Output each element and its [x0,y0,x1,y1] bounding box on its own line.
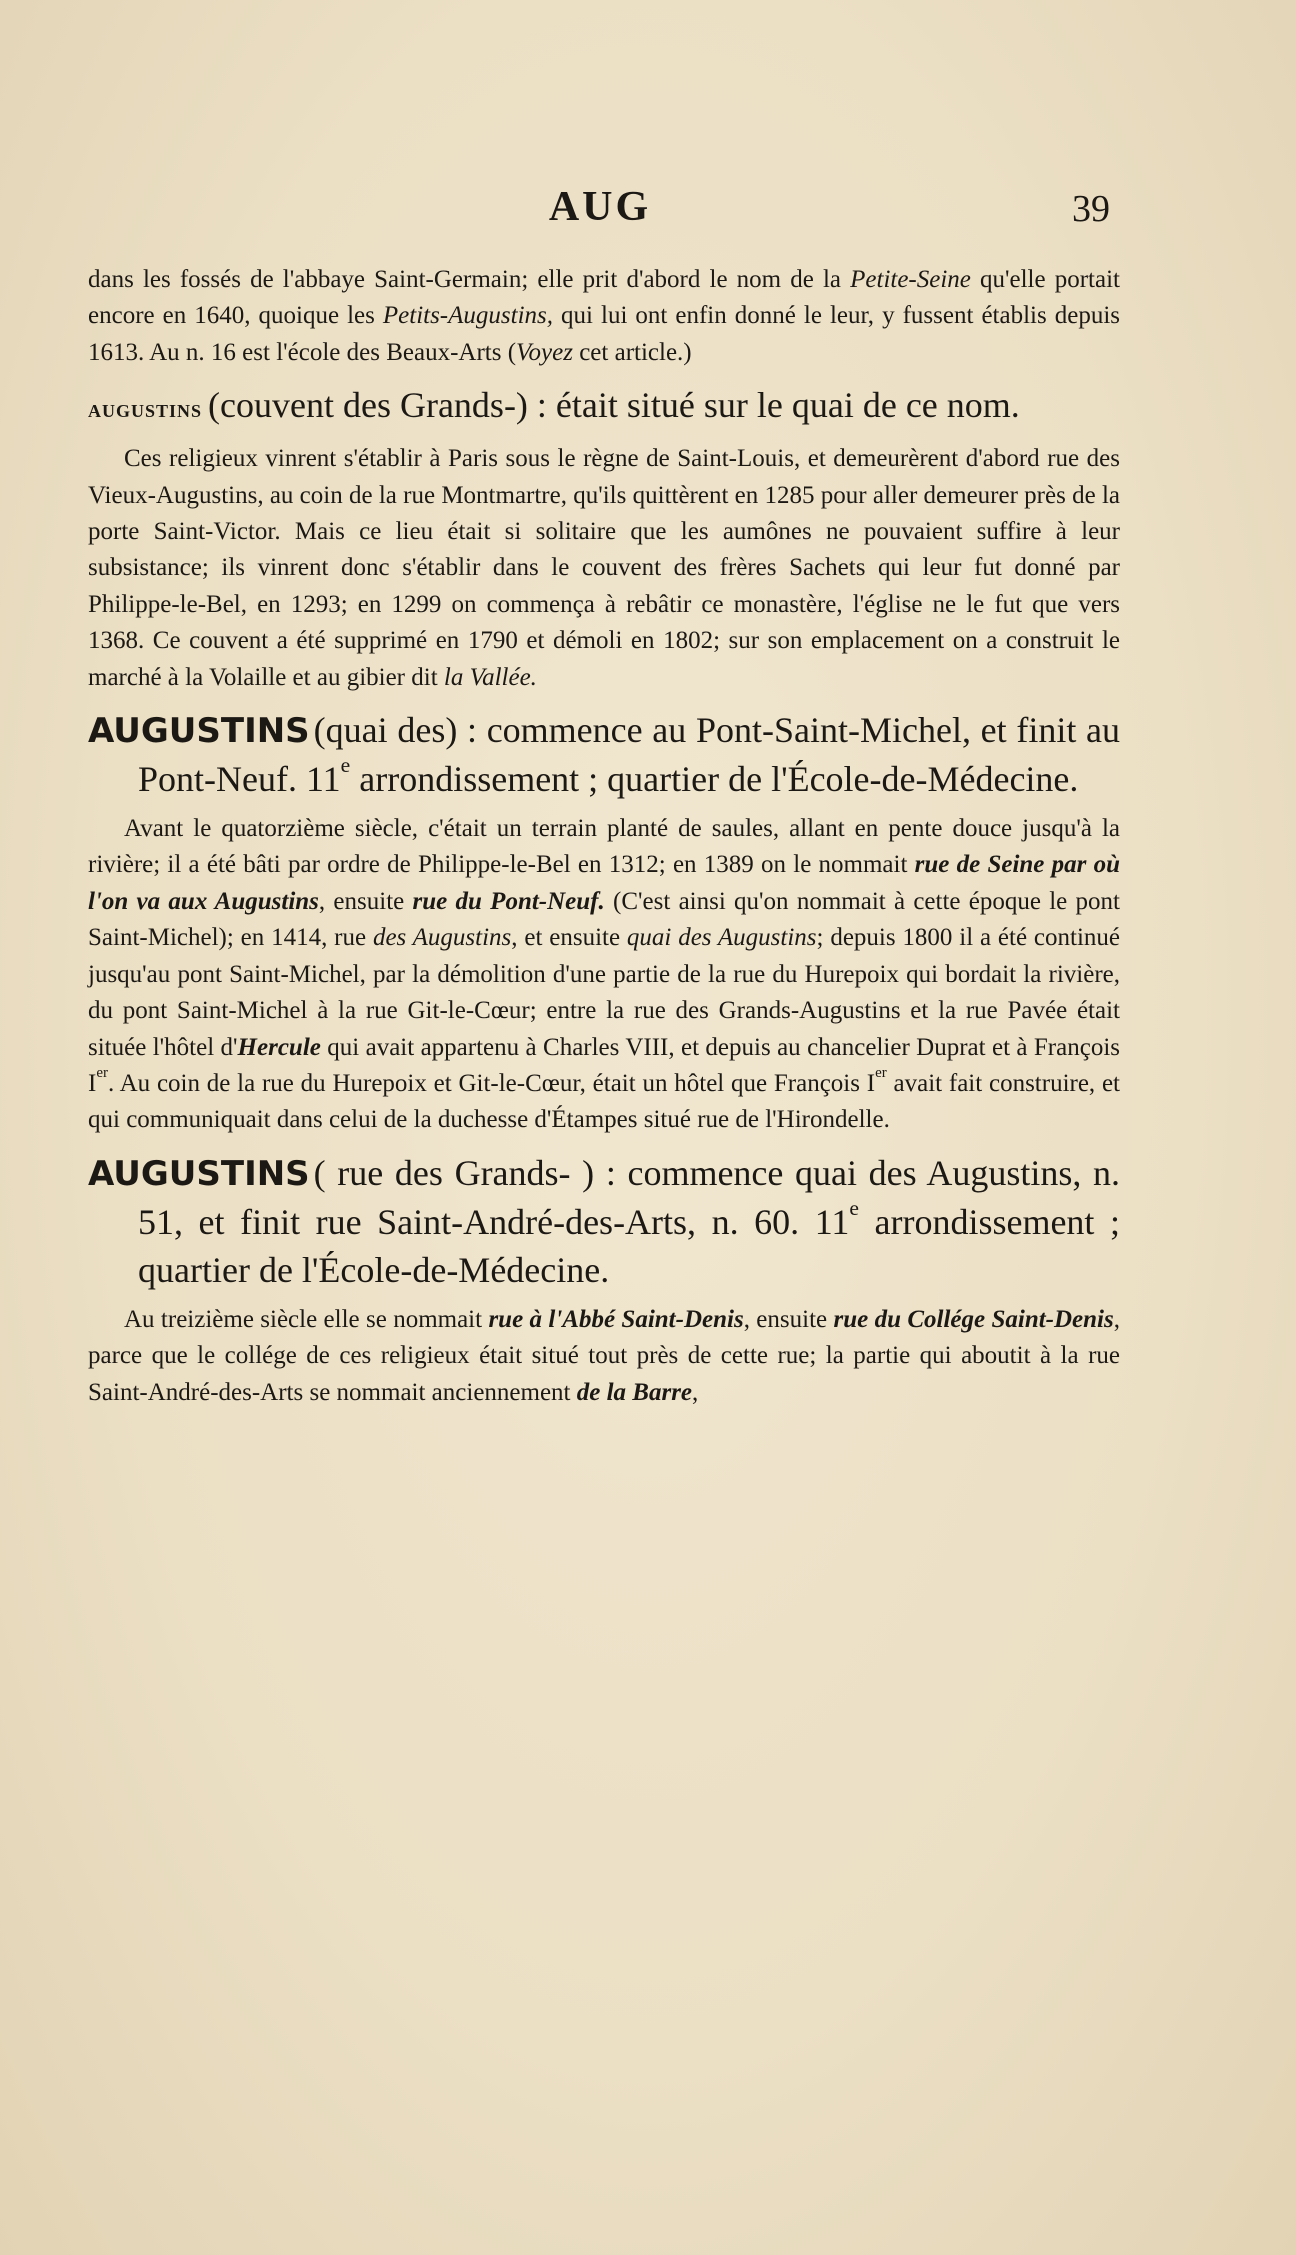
italic-run: Petits-Augustins, [382,302,554,330]
italic-run: rue du Collége Saint-Denis [833,1305,1114,1333]
text-run: qui lui ont enfin donné le leur, y fussent établis depuis 1613. Au n. 16 est l'école des Beaux-Arts ( [88,302,1120,366]
page-header [90,183,1110,239]
text-run: (C'est ainsi qu'on nommait à cette époque le pont Saint-Michel); en 1414, rue [88,887,1120,952]
italic-run: rue du Pont-Neuf. [412,887,605,915]
entry-heading-text: (quai des) : commence au Pont-Saint-Michel, et finit au Pont-Neuf. 11 [138,710,1120,800]
italic-run: Voyez [516,338,573,366]
entry-headword: AUGUSTINS [88,1153,310,1194]
text-run: Avant le quatorzième siècle, c'était un terrain planté de saules, allant en pente douce jusqu'à la rivière; il a été bâti par ordre de Philippe-le-Bel en 1312; en 1389 on le nommait [88,815,1120,879]
italic-run: Petite-Seine [850,266,971,293]
superscript: er [875,1064,887,1081]
running-head: AUG [548,184,652,230]
paragraph-couvent [88,441,1120,696]
italic-run: de la Barre [576,1378,693,1406]
text-run: qui avait appartenu à Charles VIII, et depuis au chancelier Duprat et à François I [88,1033,1120,1097]
italic-run: Hercule [237,1033,321,1061]
paragraph-continuation [88,262,1120,371]
entry-heading-text: (couvent des Grands-) : était situé sur le quai de ce nom. [208,385,1020,426]
paragraph-quai [88,811,1120,1139]
entry-heading-text: ( rue des Grands- ) : commence quai des Augustins, n. 51, et finit rue Saint-André-des-Arts, n. 60. 11 [138,1152,1120,1242]
text-run: Ces religieux vinrent s'établir à Paris sous le règne de Saint-Louis, et demeurèrent d'abord rue des Vieux-Augustins, au coin de la rue Montmartre, qu'ils quittèrent en 1285 pour aller demeurer près de la porte Saint-Victor. Mais ce lieu était si solitaire que les aumônes ne pouvaient suffire à leur subsistance; ils vinrent donc s'établir dans le couvent des frères Sachets qui leur fut donné par Philippe-le-Bel, en 1293; en 1299 on commença à rebâtir ce monastère, l'église ne le fut que vers 1368. Ce couvent a été supprimé en 1790 et démoli en 1802; sur son emplacement on a construit le marché à la Volaille et au gibier dit [88,445,1120,691]
page-body [88,262,1120,1411]
italic-run: quai des Augustins [626,924,817,952]
page-number: 39 [1072,188,1110,230]
italic-run: rue à l'Abbé Saint-Denis [488,1305,744,1333]
superscript: er [96,1064,108,1081]
text-run: . Au coin de la rue du Hurepoix et Git-le-Cœur, était un hôtel que François I [107,1069,876,1097]
italic-run: la Vallée. [443,663,537,691]
text-run: , ensuite [743,1305,834,1333]
entry-headword: augustins [88,394,203,424]
superscript: e [340,753,351,778]
italic-run: des Augustins [372,924,512,952]
entry-heading-text: arrondissement ; quartier de l'École-de-Médecine. [350,759,1079,800]
text-run: avait fait construire, et qui communiquait dans celui de la duchesse d'Étampes situé rue de l'Hirondelle. [88,1069,1121,1134]
entry-headword: AUGUSTINS [88,711,310,752]
text-run: Au treizième siècle elle se nommait [124,1305,489,1333]
entry-heading-couvent [88,381,1120,433]
text-run: , ensuite [318,887,413,915]
text-run: cet article.) [572,338,692,366]
entry-heading-text: arrondissement ; quartier de l'École-de-Médecine. [138,1201,1120,1290]
text-run: dans les fossés de l'abbaye Saint-Germain; elle prit d'abord le nom de la [88,266,851,293]
text-run: qu'elle portait encore en 1640, quoique les [88,266,1120,330]
text-run: ; depuis 1800 il a été continué jusqu'au pont Saint-Michel, par la démolition d'une partie de la rue du Hurepoix qui bordait la rivière, du pont Saint-Michel à la rue Git-le-Cœur; entre la rue des Grands-Augustins et la rue Pavée était située l'hôtel d' [88,924,1120,1061]
entry-heading-quai [88,706,1120,803]
entry-heading-rue [88,1149,1120,1294]
text-run: , [692,1378,699,1406]
text-run: , parce que le collége de ces religieux était situé tout près de cette rue; la partie qui aboutit à la rue Saint-André-des-Arts se nommait anciennement [88,1305,1120,1406]
paragraph-rue [88,1302,1120,1411]
superscript: e [849,1195,859,1220]
text-run: , et ensuite [511,924,627,952]
italic-run: rue de Seine par où l'on va aux Augustins [88,851,1120,915]
